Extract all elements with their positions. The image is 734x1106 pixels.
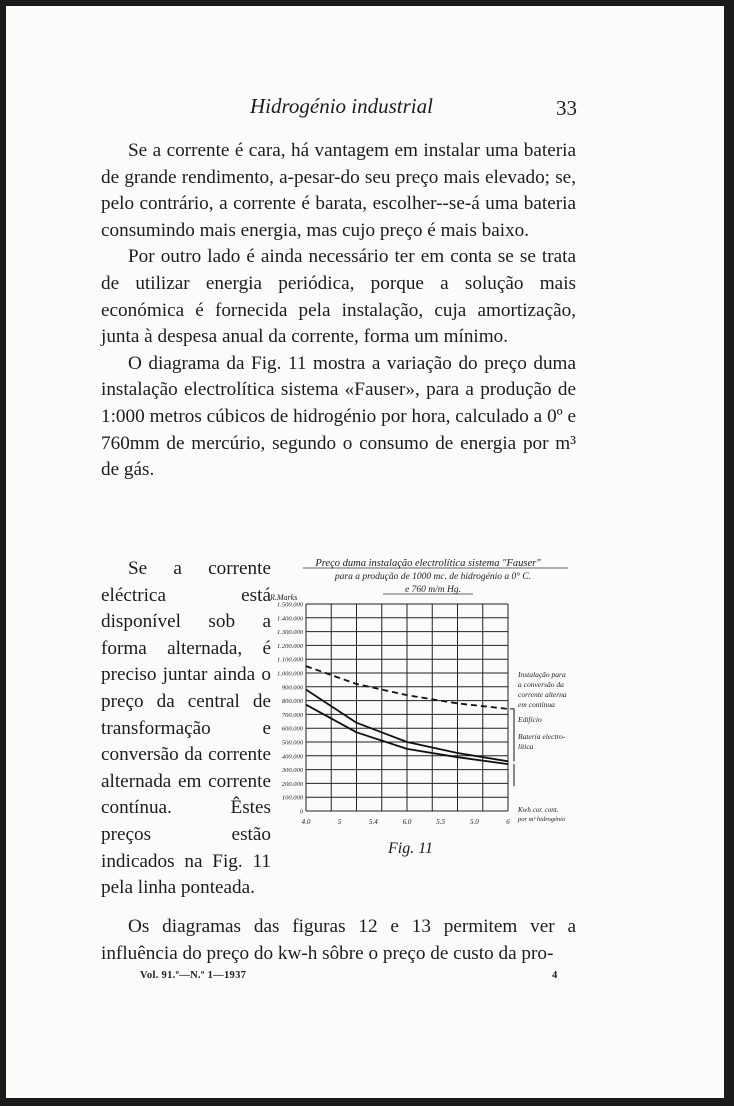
y-tick-label: 1.200.000 xyxy=(277,642,303,650)
footer-sheet-number: 4 xyxy=(552,970,558,981)
y-tick-label: 300.000 xyxy=(281,767,303,775)
y-tick-label: 100.000 xyxy=(281,794,303,802)
paragraph-2: Por outro lado é ainda necessário ter em conta se se trata de utilizar energia periódica, porque a solução mais económica é fornecida pela instalação, cuja amortização, junta à despesa anual da corrente, forma um mínimo. xyxy=(101,246,576,348)
chart-title-line-2: para a produção de 1000 mc. de hidrogénio a 0° C. xyxy=(334,572,532,582)
chart-title-line-1: Preço duma instalação electrolítica sistema "Fauser" xyxy=(315,558,541,569)
y-tick-label: 1.500.000 xyxy=(277,601,303,609)
y-tick-label: 600.000 xyxy=(281,725,303,733)
y-tick-label: 700.000 xyxy=(281,711,303,719)
page-number: 33 xyxy=(556,96,577,120)
y-tick-label: 500.000 xyxy=(281,739,303,747)
legend-bracket-1 xyxy=(510,709,514,752)
chart xyxy=(268,554,588,839)
paragraph-3: O diagrama da Fig. 11 mostra a variação do preço duma instalação electrolítica sistema «Fauser», para a produção de 1:000 metros cúbicos de hidrogénio por hora, calculado a 0º e 760mm de mercúrio, segundo o consumo de energia por m³ de gás. xyxy=(101,352,576,481)
legend-item-4b: por m³ hidrogénio xyxy=(518,816,566,823)
y-tick-label: 0 xyxy=(299,808,303,816)
legend-item-2: Edifício xyxy=(518,715,542,724)
legend-item-1b: a conversão da xyxy=(518,680,564,689)
y-axis-label: R.Marks xyxy=(270,593,298,602)
document-page xyxy=(6,6,724,1098)
legend-item-3a: Bateria electro- xyxy=(518,732,566,741)
x-tick-label: 5.4 xyxy=(368,818,378,826)
legend-item-1c: corrente alterna xyxy=(518,690,567,699)
paragraph-4: Se a corrente eléctrica está disponível sob a forma alternada, é preciso juntar ainda o preço da central de transformação e conversão da corrente alternada em corrente contínua. Êstes preços estão indicados na Fig. 11 pela linha ponteada. xyxy=(101,558,271,899)
running-title: Hidrogénio industrial xyxy=(250,94,433,118)
body-text xyxy=(101,138,576,484)
wrap-text-column xyxy=(101,556,271,902)
y-tick-label: 1.100.000 xyxy=(277,656,303,664)
y-tick-label: 1.000.000 xyxy=(277,670,303,678)
y-tick-label: 1.300.000 xyxy=(277,629,303,637)
legend-item-1d: em contínua xyxy=(518,700,555,709)
legend-item-4a: Kwh cor. cont. xyxy=(518,806,559,814)
paragraph-1: Se a corrente é cara, há vantagem em instalar uma bateria de grande rendimento, a-pesar-do seu preço mais elevado; se, pelo contrário, a corrente é barata, escolher--se-á uma bateria consumindo mais energia, mas cujo preço é mais baixo. xyxy=(101,140,576,241)
y-tick-label: 200.000 xyxy=(281,780,303,788)
page-header xyxy=(6,94,724,124)
x-tick-label: 5.5 xyxy=(436,818,446,826)
figure-11 xyxy=(268,554,588,859)
legend-item-1a: Instalação para xyxy=(518,670,566,679)
chart-text xyxy=(269,558,567,826)
x-tick-label: 5.0 xyxy=(469,818,479,826)
x-tick-label: 6.0 xyxy=(402,818,412,826)
body-text-bottom xyxy=(101,914,576,967)
y-tick-label: 1.400.000 xyxy=(277,615,303,623)
y-tick-label: 400.000 xyxy=(281,753,303,761)
footer-signature: Vol. 91.º—N.º 1—1937 xyxy=(140,970,247,981)
chart-title-line-3: e 760 m/m Hg. xyxy=(405,585,461,595)
x-tick-label: 4.0 xyxy=(301,818,311,826)
y-tick-label: 900.000 xyxy=(281,684,303,692)
legend-item-3b: lítica xyxy=(518,742,534,751)
paragraph-5: Os diagramas das figuras 12 e 13 permitem ver a influência do preço do kw-h sôbre o preço de custo da pro- xyxy=(101,916,576,964)
figure-caption: Fig. 11 xyxy=(388,840,434,857)
x-tick-label: 5 xyxy=(337,818,342,826)
x-tick-label: 6 xyxy=(506,818,510,826)
y-tick-label: 800.000 xyxy=(281,698,303,706)
